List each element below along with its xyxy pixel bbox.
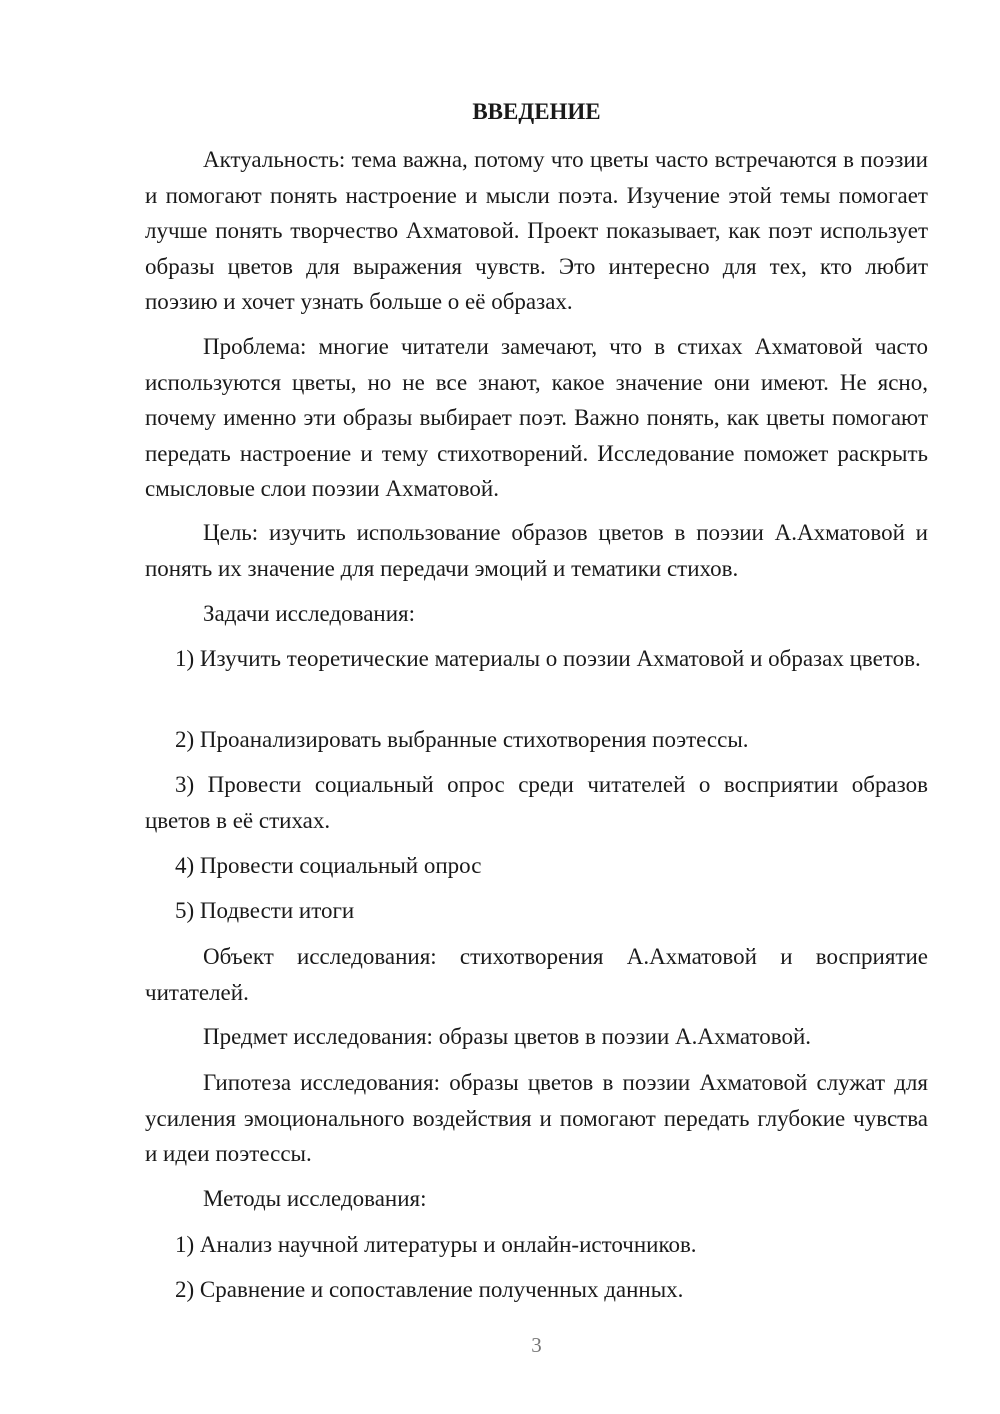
task-item-1: 1) Изучить теоретические материалы о поэзии Ахматовой и образах цветов. (175, 646, 921, 671)
hypothesis-paragraph: Гипотеза исследования: образы цветов в поэзии Ахматовой служат для усиления эмоционального воздействия и помогают передать глубокие чувства и идеи поэтессы. (145, 1070, 928, 1166)
relevance-paragraph: Актуальность: тема важна, потому что цветы часто встречаются в поэзии и помогают понять настроение и мысли поэта. Изучение этой темы помогает лучше понять творчество Ахматовой. Проект показывает, как поэт использует образы цветов для выражения чувств. Это интересно для тех, кто любит поэзию и хочет узнать больше о её образах. (145, 147, 928, 314)
goal-paragraph: Цель: изучить использование образов цветов в поэзии А.Ахматовой и понять их значение для передачи эмоций и тематики стихов. (145, 520, 928, 581)
task-item-2: 2) Проанализировать выбранные стихотворения поэтессы. (175, 727, 749, 752)
method-item-1: 1) Анализ научной литературы и онлайн-источников. (175, 1232, 697, 1257)
object-paragraph: Объект исследования: стихотворения А.Ахматовой и восприятие читателей. (145, 944, 928, 1005)
page-number: 3 (531, 1333, 542, 1357)
document-page (145, 0, 928, 1414)
section-heading: ВВЕДЕНИЕ (472, 99, 601, 124)
task-item-5: 5) Подвести итоги (175, 898, 355, 923)
tasks-heading: Задачи исследования: (203, 601, 416, 626)
task-item-3: 3) Провести социальный опрос среди читателей о восприятии образов цветов в её стихах. (145, 772, 928, 833)
task-item-4: 4) Провести социальный опрос (175, 853, 482, 878)
methods-heading: Методы исследования: (203, 1186, 427, 1211)
method-item-2: 2) Сравнение и сопоставление полученных данных. (175, 1277, 684, 1302)
problem-paragraph: Проблема: многие читатели замечают, что в стихах Ахматовой часто используются цветы, но не все знают, какое значение они имеют. Не ясно, почему именно эти образы выбирает поэт. Важно понять, как цветы помогают передать настроение и тему стихотворений. Исследование поможет раскрыть смысловые слои поэзии Ахматовой. (145, 334, 928, 501)
subject-paragraph: Предмет исследования: образы цветов в поэзии А.Ахматовой. (203, 1024, 812, 1049)
